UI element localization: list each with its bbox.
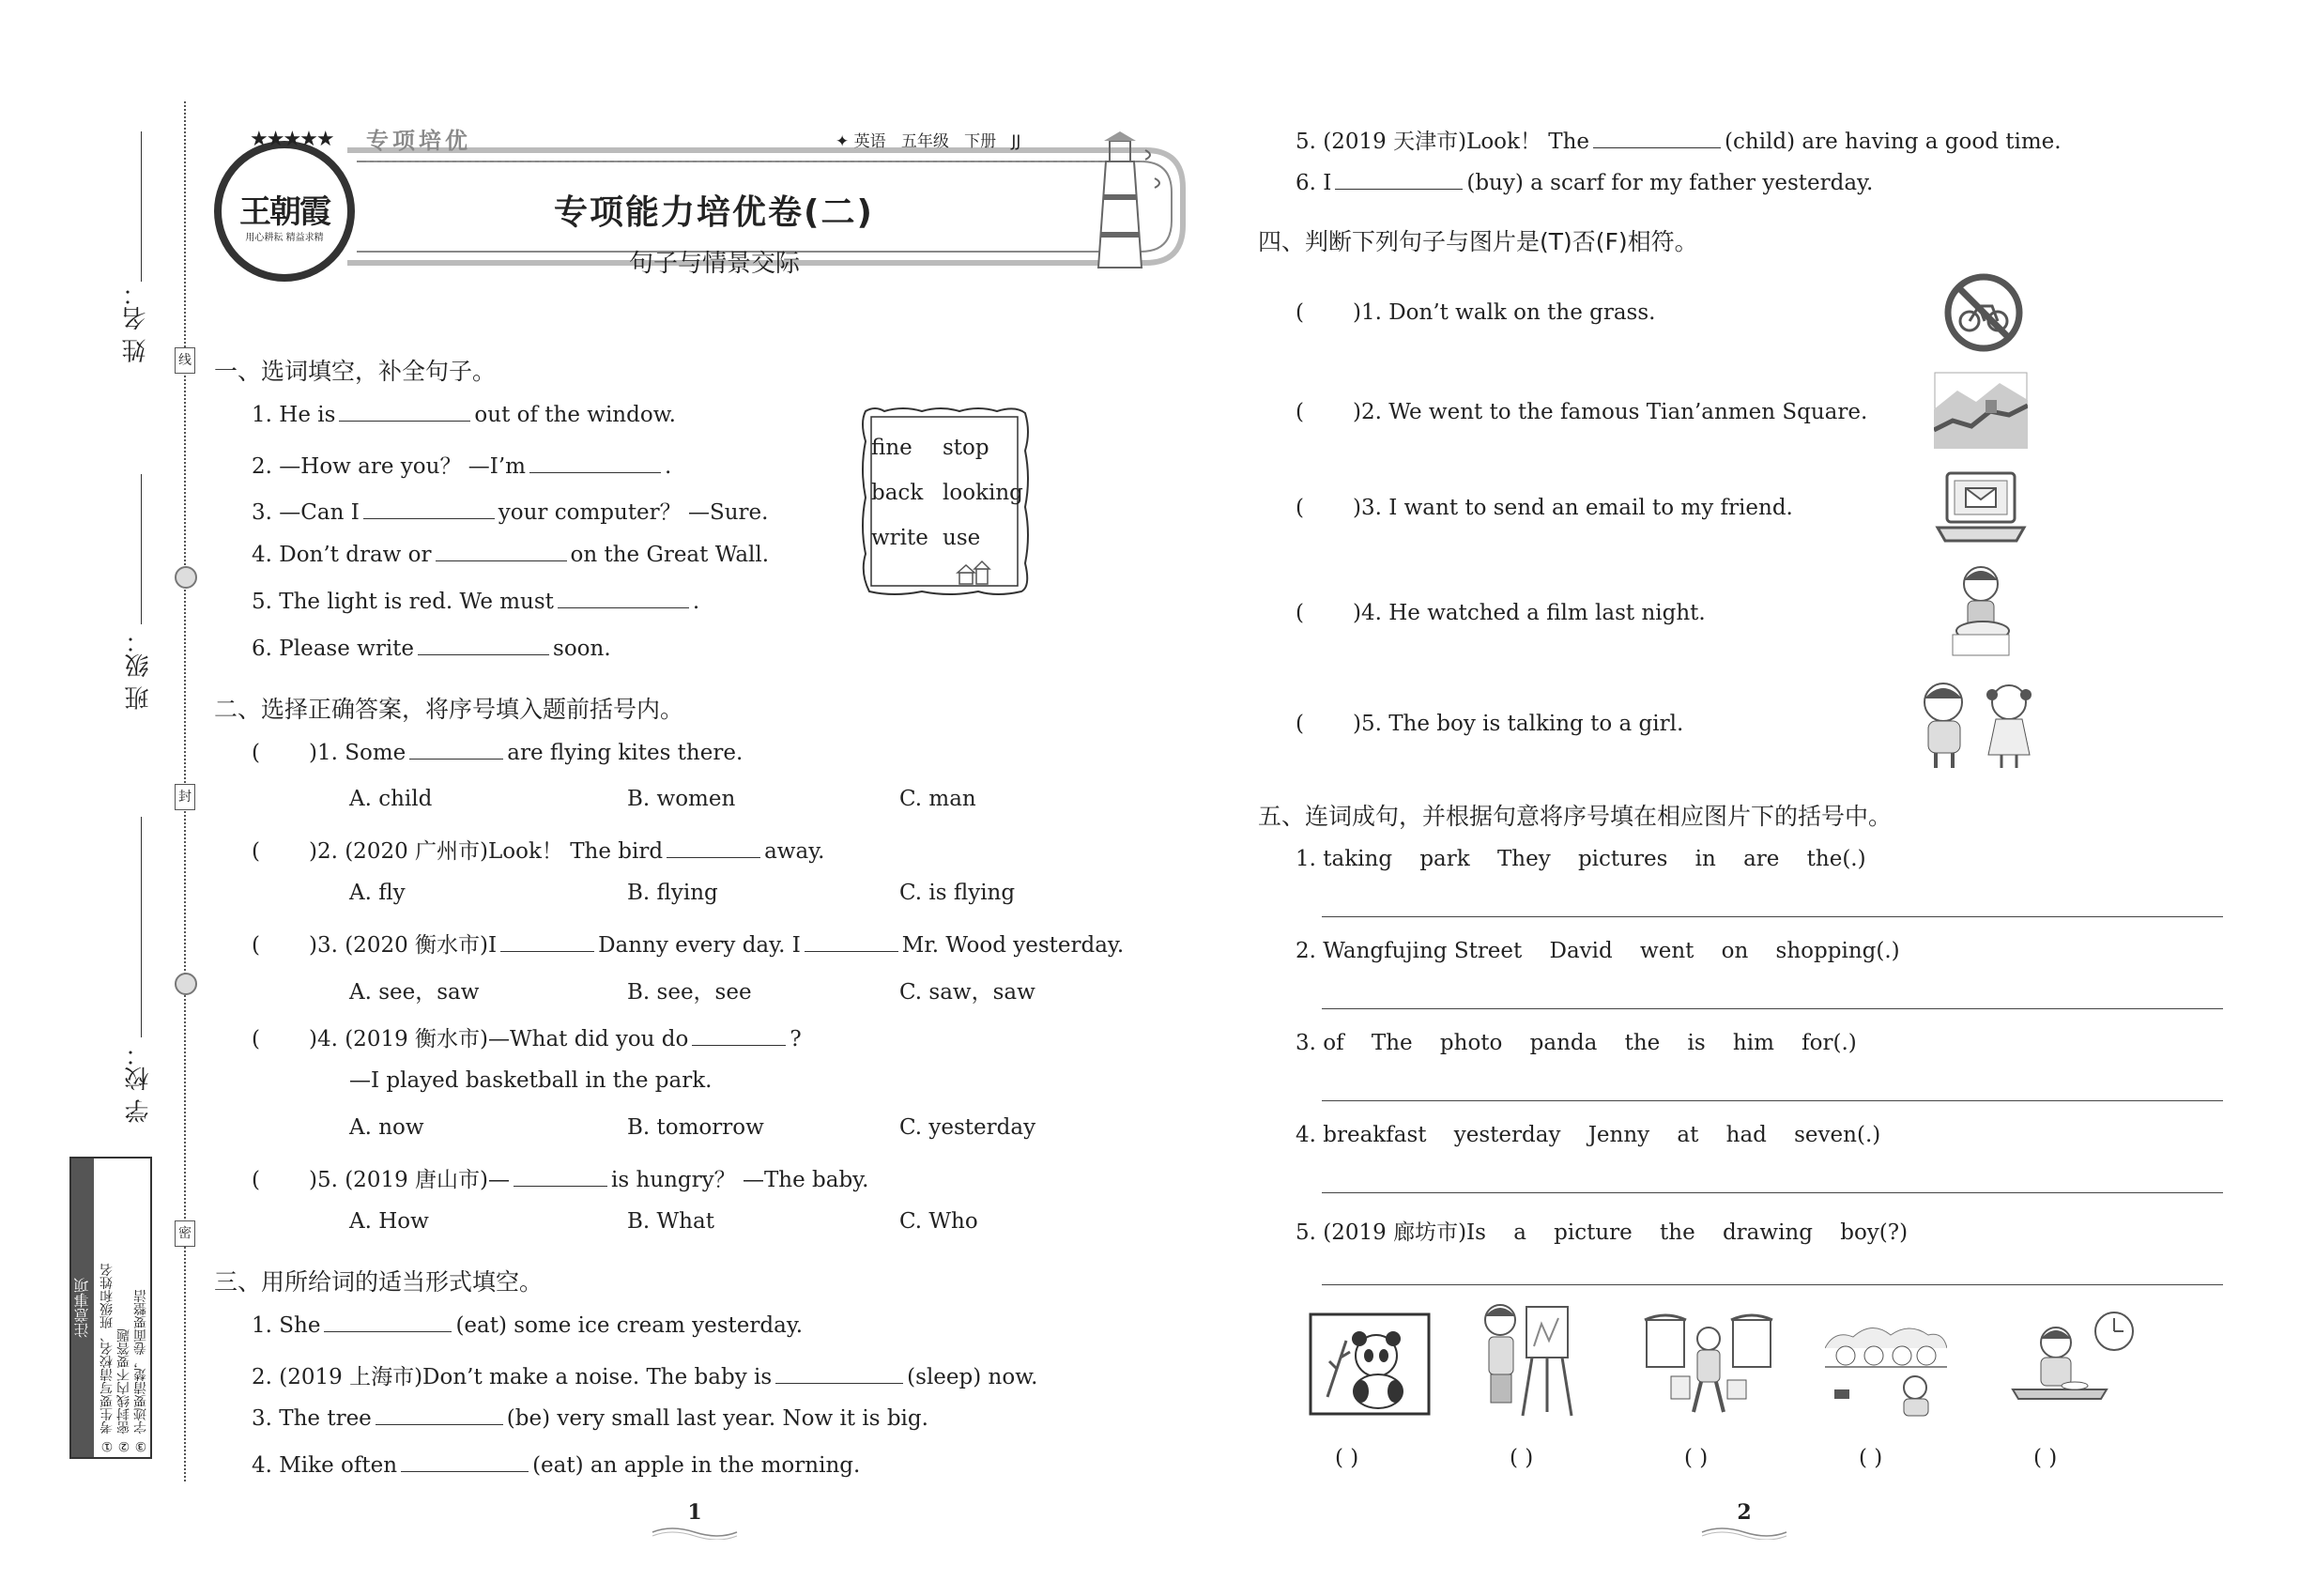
answer-blank[interactable]	[667, 838, 760, 858]
s3-question-6: 6. I (buy) a scarf for my father yesterday.	[1296, 171, 1874, 195]
boy-and-girl-picture	[1913, 678, 2039, 770]
seal-ring-icon	[175, 566, 197, 589]
s3-question-2: 2. (2019 上海市)Don’t make a noise. The baby is (sleep) now.	[252, 1365, 1038, 1389]
s2-option[interactable]: A. see，saw	[349, 980, 480, 1005]
picture-answer-paren-4[interactable]: ( )	[1859, 1446, 1883, 1470]
answer-blank[interactable]	[558, 589, 689, 608]
answer-paren[interactable]: (	[1296, 601, 1304, 625]
seal-char-xian: 线	[175, 347, 195, 374]
answer-blank[interactable]	[692, 1026, 786, 1046]
s2-question-4-answer-line: —I played basketball in the park.	[349, 1068, 713, 1093]
answer-paren[interactable]: (	[252, 1027, 260, 1051]
school-line[interactable]	[141, 817, 142, 1037]
meta-volume: 下册	[964, 132, 997, 151]
s5-question-1: 1. taking park They pictures in are the(.)	[1296, 847, 1866, 871]
section5-heading: 五、连词成句，并根据句意将序号填在相应图片下的括号中。	[1258, 803, 1893, 830]
s2-option[interactable]: B. tomorrow	[627, 1115, 764, 1140]
s3-question-3: 3. The tree (be) very small last year. Now it is big.	[252, 1406, 928, 1431]
s1-question-5: 5. The light is red. We must .	[252, 590, 700, 614]
answer-paren[interactable]: (	[1296, 496, 1304, 520]
name-line[interactable]	[141, 131, 142, 282]
class-line[interactable]	[141, 474, 142, 624]
boy-drawing-picture	[1474, 1299, 1577, 1421]
answer-blank[interactable]	[805, 932, 898, 952]
s2-option[interactable]: A. now	[349, 1115, 424, 1140]
s2-option[interactable]: A. How	[349, 1209, 429, 1234]
s5-answer-line-1[interactable]	[1322, 916, 2223, 917]
s2-question-1: ( )1. Some are flying kites there.	[252, 741, 744, 765]
notice-item: ② 密封线内不要答题	[116, 1328, 131, 1453]
answer-blank[interactable]	[775, 1364, 903, 1384]
word-back: back	[871, 481, 924, 505]
answer-blank[interactable]	[1593, 129, 1721, 148]
s4-question-1: ( )1. Don’t walk on the grass.	[1296, 300, 1656, 325]
answer-paren[interactable]: (	[1296, 712, 1304, 736]
s2-option[interactable]: C. saw，saw	[899, 980, 1035, 1005]
publisher-logo	[214, 128, 355, 282]
answer-blank[interactable]	[401, 1452, 529, 1472]
seal-char-mi: 密	[175, 1220, 195, 1247]
s5-answer-line-4[interactable]	[1322, 1192, 2223, 1193]
s2-question-5: ( )5. (2019 唐山市)— is hungry？ —The baby.	[252, 1168, 869, 1192]
answer-blank[interactable]	[376, 1405, 503, 1425]
meta-row	[836, 128, 1020, 151]
page-ornament	[1697, 1525, 1791, 1540]
s5-answer-line-2[interactable]	[1322, 1008, 2223, 1009]
page-title: 专项能力培优卷(二)	[554, 193, 874, 232]
answer-blank[interactable]	[409, 740, 503, 760]
lighthouse-icon	[1080, 131, 1183, 282]
s5-answer-line-5[interactable]	[1322, 1284, 2223, 1285]
notice-item: ① 考生要写清校名、班级和姓名	[100, 1263, 115, 1453]
s3-question-4: 4. Mike often (eat) an apple in the morning.	[252, 1453, 861, 1478]
s4-question-4: ( )4. He watched a film last night.	[1296, 601, 1706, 625]
series-label: 专项培优	[366, 128, 471, 154]
s5-question-3: 3. of The photo panda the is him for(.)	[1296, 1031, 1857, 1055]
notice-title: 注意事项	[71, 1159, 94, 1457]
answer-blank[interactable]	[529, 453, 661, 473]
s2-option[interactable]: C. is flying	[899, 881, 1016, 905]
answer-paren[interactable]: (	[1296, 400, 1304, 424]
s2-option[interactable]: A. child	[349, 787, 433, 811]
answer-paren[interactable]: (	[252, 1168, 260, 1192]
s4-question-2: ( )2. We went to the famous Tian’anmen Square.	[1296, 400, 1868, 424]
section2-heading: 二、选择正确答案，将序号填入题前括号内。	[214, 696, 684, 723]
answer-paren[interactable]: (	[252, 933, 260, 958]
meta-edition: JJ	[1011, 132, 1021, 151]
s2-option[interactable]: C. Who	[899, 1209, 978, 1234]
s1-question-1: 1. He is out of the window.	[252, 403, 676, 427]
s4-question-3: ( )3. I want to send an email to my friend.	[1296, 496, 1793, 520]
s4-question-5: ( )5. The boy is talking to a girl.	[1296, 712, 1684, 736]
page-number-1: 1	[648, 1500, 742, 1543]
meta-grade: 五年级	[900, 132, 949, 151]
word-use: use	[943, 526, 981, 550]
header-banner	[207, 113, 1192, 282]
answer-blank[interactable]	[514, 1167, 607, 1187]
s2-question-2: ( )2. (2020 广州市)Look！ The bird away.	[252, 839, 825, 864]
answer-blank[interactable]	[324, 1312, 452, 1332]
park-photo-picture	[1825, 1311, 1947, 1418]
seal-ring-icon	[175, 973, 197, 995]
meta-subject: 英语	[853, 132, 886, 151]
binding-sidebar	[0, 0, 192, 1596]
logo-subtext: 用心耕耘 精益求精	[245, 233, 324, 243]
word-box	[856, 404, 1033, 599]
shopping-street-picture	[1643, 1311, 1774, 1418]
s1-question-3: 3. —Can I your computer？ —Sure.	[252, 500, 769, 525]
logo-crown-icon: ★★★★★	[250, 128, 333, 151]
s3-question-1: 1. She (eat) some ice cream yesterday.	[252, 1313, 804, 1338]
logo-text: 王朝霞	[239, 193, 330, 231]
great-wall-picture	[1934, 372, 2028, 449]
seal-char-feng: 封	[175, 784, 195, 810]
s2-question-3: ( )3. (2020 衡水市)I Danny every day. I Mr. Wood yesterday.	[252, 933, 1125, 958]
girl-breakfast-picture	[2003, 1305, 2135, 1418]
s3-question-5: 5. (2019 天津市)Look！ The (child) are having a good time.	[1296, 130, 2062, 154]
page-ornament	[648, 1525, 742, 1540]
name-label: 姓 名：	[122, 282, 150, 363]
page-subtitle: 句子与情景交际	[629, 250, 801, 278]
word-looking: looking	[943, 481, 1023, 505]
sparkle-icon: ✦	[836, 132, 850, 151]
s1-question-2: 2. —How are you？ —I’m .	[252, 454, 672, 479]
word-fine: fine	[871, 436, 912, 460]
s1-question-6: 6. Please write soon.	[252, 637, 611, 661]
s5-answer-line-3[interactable]	[1322, 1100, 2223, 1101]
word-write: write	[871, 526, 928, 550]
class-label: 班 级：	[125, 629, 153, 711]
s2-option[interactable]: B. see，see	[627, 980, 752, 1005]
boy-washing-picture	[1934, 561, 2028, 659]
word-stop: stop	[943, 436, 989, 460]
s2-option[interactable]: B. women	[627, 787, 736, 811]
s2-question-4: ( )4. (2019 衡水市)—What did you do ?	[252, 1027, 802, 1051]
picture-answer-paren-2[interactable]: ( )	[1510, 1446, 1534, 1470]
s5-question-5: 5. (2019 廊坊市)Is a picture the drawing boy(?)	[1296, 1220, 1909, 1245]
notice-box	[69, 1157, 152, 1459]
section1-heading: 一、选词填空，补全句子。	[214, 358, 497, 385]
s2-option[interactable]: C. yesterday	[899, 1115, 1036, 1140]
section3-heading: 三、用所给词的适当形式填空。	[214, 1268, 544, 1296]
answer-blank[interactable]	[363, 499, 495, 519]
s2-option[interactable]: C. man	[899, 787, 976, 811]
answer-blank[interactable]	[339, 402, 470, 422]
s5-question-4: 4. breakfast yesterday Jenny at had seven(.)	[1296, 1123, 1881, 1147]
page-number-2: 2	[1697, 1500, 1791, 1543]
picture-answer-paren-1[interactable]: ( )	[1335, 1446, 1359, 1470]
answer-paren[interactable]: (	[1296, 300, 1304, 325]
s1-question-4: 4. Don’t draw or on the Great Wall.	[252, 543, 770, 567]
section4-heading: 四、判断下列句子与图片是(T)否(F)相符。	[1258, 228, 1698, 255]
s2-option[interactable]: A. fly	[349, 881, 406, 905]
answer-paren[interactable]: (	[252, 839, 260, 864]
laptop-email-icon	[1934, 469, 2028, 546]
no-bicycle-sign-icon	[1943, 272, 2024, 353]
picture-answer-paren-3[interactable]: ( )	[1684, 1446, 1709, 1470]
answer-blank[interactable]	[436, 542, 567, 561]
notice-item: ③ 字迹要清楚，卷面要整洁	[133, 1289, 148, 1453]
answer-paren[interactable]: (	[252, 741, 260, 765]
answer-blank[interactable]	[1335, 170, 1463, 190]
school-label: 学 校：	[125, 1042, 153, 1124]
s2-option[interactable]: B. flying	[627, 881, 718, 905]
s5-question-2: 2. Wangfujing Street David went on shopping(.)	[1296, 939, 1900, 963]
panda-photo-picture	[1309, 1312, 1431, 1416]
answer-blank[interactable]	[418, 636, 549, 655]
s2-option[interactable]: B. What	[627, 1209, 714, 1234]
picture-answer-paren-5[interactable]: ( )	[2033, 1446, 2058, 1470]
answer-blank[interactable]	[500, 932, 594, 952]
